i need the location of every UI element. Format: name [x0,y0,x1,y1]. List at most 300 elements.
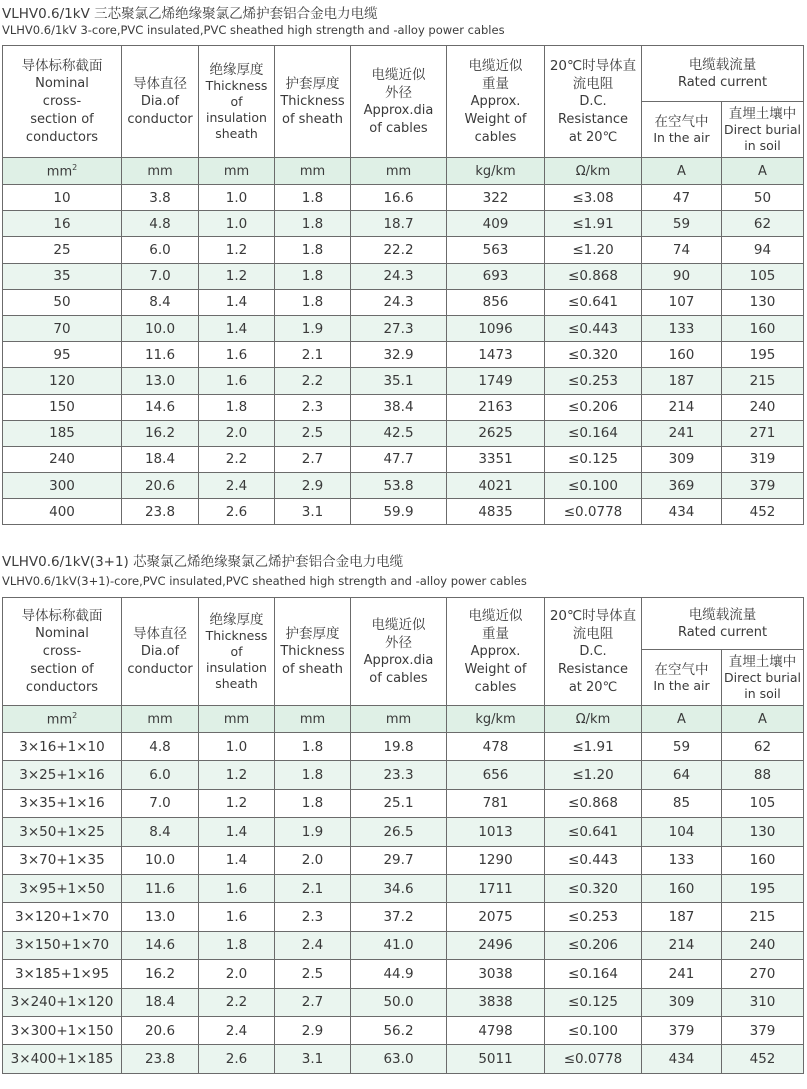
table-cell: ≤0.443 [545,846,642,874]
table-cell: 187 [642,368,722,394]
table-cell: 2.2 [275,368,351,394]
table-cell: ≤0.164 [545,960,642,988]
table-row [3,263,804,289]
table-cell: 656 [447,761,545,789]
table-cell: 88 [722,761,804,789]
table-cell: 59 [642,211,722,237]
table-cell: 2.6 [199,1045,275,1073]
header-insulation: 绝缘厚度 Thickness of insulation sheath [199,598,275,706]
table-cell: 3×16+1×10 [3,733,122,761]
table-cell: 434 [642,499,722,525]
table-cell: 105 [722,789,804,817]
table-cell: 59 [642,733,722,761]
header-in-air: 在空气中 In the air [642,102,722,158]
table-cell: 2.3 [275,394,351,420]
table-cell: 90 [642,263,722,289]
table-cell: 240 [722,394,804,420]
table-row [3,874,804,902]
table-cell: 29.7 [351,846,447,874]
table-cell: ≤0.100 [545,473,642,499]
table-row [3,289,804,315]
unit-cell: mm [351,706,447,733]
table-cell: 6.0 [122,761,199,789]
table-cell: ≤0.253 [545,368,642,394]
table-row [3,394,804,420]
table-row [3,342,804,368]
table-cell: 25 [3,237,122,263]
table-cell: 1.8 [275,789,351,817]
table-cell: 23.3 [351,761,447,789]
table-row [3,761,804,789]
table-row [3,1016,804,1044]
table-cell: 434 [642,1045,722,1073]
table-cell: 16 [3,211,122,237]
table-cell: ≤0.0778 [545,499,642,525]
table-cell: 2.9 [275,473,351,499]
unit-cell: $mm^2$ [3,158,122,185]
table-cell: 26.5 [351,818,447,846]
table-cell: 3×70+1×35 [3,846,122,874]
table-cell: 214 [642,931,722,959]
table-cell: 42.5 [351,420,447,446]
table-cell: 7.0 [122,263,199,289]
table-cell: 240 [722,931,804,959]
table2-title-en: VLHV0.6/1kV(3+1)-core,PVC insulated,PVC sheathed high strength and -alloy power cables [2,574,527,588]
table-cell: 1711 [447,874,545,902]
table-cell: 150 [3,394,122,420]
table-row [3,237,804,263]
table2-header-row-1 [3,598,804,650]
table-cell: 1.8 [275,263,351,289]
unit-cell: mm [275,706,351,733]
table-cell: 5011 [447,1045,545,1073]
table-cell: 379 [722,1016,804,1044]
table-cell: 781 [447,789,545,817]
unit-cell: A [642,706,722,733]
table-cell: 240 [3,446,122,472]
table-cell: ≤0.125 [545,446,642,472]
table-cell: 215 [722,903,804,931]
table-cell: 270 [722,960,804,988]
table-cell: 3×95+1×50 [3,874,122,902]
table-cell: 241 [642,960,722,988]
table-row [3,960,804,988]
table-cell: 160 [722,846,804,874]
table-cell: 53.8 [351,473,447,499]
table-cell: 1.8 [275,733,351,761]
table-cell: 34.6 [351,874,447,902]
table2-body [3,733,804,1074]
unit-cell: mm [199,158,275,185]
table-cell: 3×50+1×25 [3,818,122,846]
unit-cell: kg/km [447,158,545,185]
table-cell: 1.8 [275,237,351,263]
table-cell: ≤1.91 [545,211,642,237]
table-cell: 215 [722,368,804,394]
table-cell: 18.4 [122,446,199,472]
table-cell: 2.4 [199,473,275,499]
table-cell: 300 [3,473,122,499]
table-cell: 47.7 [351,446,447,472]
table-cell: 8.4 [122,818,199,846]
table-cell: 41.0 [351,931,447,959]
table-cell: 25.1 [351,789,447,817]
table-cell: 3.1 [275,499,351,525]
table-cell: 452 [722,1045,804,1073]
table-cell: ≤0.0778 [545,1045,642,1073]
table-cell: 1.9 [275,315,351,341]
table-cell: ≤0.320 [545,342,642,368]
table-cell: ≤0.206 [545,931,642,959]
table-cell: 1.9 [275,818,351,846]
table-cell: 7.0 [122,789,199,817]
table-cell: 2.4 [275,931,351,959]
table-cell: 3×240+1×120 [3,988,122,1016]
table-cell: 59.9 [351,499,447,525]
table-cell: 14.6 [122,394,199,420]
table-cell: 195 [722,874,804,902]
header-rated-current: 电缆载流量 Rated current [642,598,804,650]
table-cell: 104 [642,818,722,846]
header-outer-diameter: 电缆近似 外径 Approx.dia of cables [351,598,447,706]
table-row [3,1045,804,1073]
unit-cell: mm [122,706,199,733]
table2-unit-row [3,706,804,733]
table-cell: 856 [447,289,545,315]
table-cell: 24.3 [351,289,447,315]
table-row [3,368,804,394]
table-cell: 14.6 [122,931,199,959]
table-cell: ≤0.868 [545,789,642,817]
unit-cell: A [642,158,722,185]
table-cell: 2163 [447,394,545,420]
table-cell: 2.0 [275,846,351,874]
table2 [2,597,804,1074]
unit-cell: Ω/km [545,706,642,733]
table-cell: 2625 [447,420,545,446]
table-cell: 3×300+1×150 [3,1016,122,1044]
table-cell: 20.6 [122,473,199,499]
table-row [3,846,804,874]
table-cell: 2.4 [199,1016,275,1044]
table-row [3,315,804,341]
table-cell: 32.9 [351,342,447,368]
table-cell: 120 [3,368,122,394]
table-cell: ≤0.641 [545,289,642,315]
table-cell: 3×185+1×95 [3,960,122,988]
table-cell: 1.8 [275,211,351,237]
table-cell: 20.6 [122,1016,199,1044]
table-cell: 4798 [447,1016,545,1044]
table-cell: 1.4 [199,289,275,315]
table-cell: 1.2 [199,237,275,263]
header-in-soil: 直埋土壤中 Direct burial in soil [722,650,804,706]
table-cell: 693 [447,263,545,289]
table-cell: 369 [642,473,722,499]
table-row [3,473,804,499]
table-row [3,420,804,446]
table-cell: 1.8 [199,394,275,420]
table-cell: 1.0 [199,211,275,237]
table-cell: 4.8 [122,733,199,761]
table-cell: 478 [447,733,545,761]
table-cell: 319 [722,446,804,472]
table-cell: ≤0.253 [545,903,642,931]
header-sheath: 护套厚度 Thickness of sheath [275,598,351,706]
table-cell: ≤0.164 [545,420,642,446]
table-cell: 563 [447,237,545,263]
table-cell: 241 [642,420,722,446]
table-cell: 74 [642,237,722,263]
table-cell: 23.8 [122,499,199,525]
table-row [3,185,804,211]
table-cell: ≤1.20 [545,761,642,789]
table-cell: 2.1 [275,342,351,368]
table1 [2,45,804,525]
table-cell: 3.1 [275,1045,351,1073]
table-cell: 2.5 [275,420,351,446]
table-cell: 2.9 [275,1016,351,1044]
table-cell: 107 [642,289,722,315]
table-cell: 47 [642,185,722,211]
unit-cell: A [722,706,804,733]
table-cell: 10 [3,185,122,211]
table-cell: 13.0 [122,903,199,931]
table-cell: 3×120+1×70 [3,903,122,931]
table-cell: 18.4 [122,988,199,1016]
table-cell: 1.0 [199,733,275,761]
table-cell: ≤0.125 [545,988,642,1016]
table-cell: ≤1.20 [545,237,642,263]
table-cell: 2496 [447,931,545,959]
unit-cell: $mm^2$ [3,706,122,733]
table-cell: 4835 [447,499,545,525]
header-insulation: 绝缘厚度 Thickness of insulation sheath [199,46,275,158]
header-resistance: 20℃时导体直 流电阻 D.C. Resistance at 20℃ [545,46,642,158]
table-cell: 2.1 [275,874,351,902]
table-cell: 185 [3,420,122,446]
table-row [3,211,804,237]
table-cell: 10.0 [122,315,199,341]
table-cell: 63.0 [351,1045,447,1073]
table-cell: 1.4 [199,818,275,846]
table1-unit-row [3,158,804,185]
table-cell: 214 [642,394,722,420]
table-cell: 94 [722,237,804,263]
header-weight: 电缆近似 重量 Approx. Weight of cables [447,598,545,706]
header-diameter: 导体直径 Dia.of conductor [122,598,199,706]
table-cell: 2.2 [199,446,275,472]
table-cell: ≤0.641 [545,818,642,846]
table-cell: 3×35+1×16 [3,789,122,817]
table-cell: 400 [3,499,122,525]
header-in-air: 在空气中 In the air [642,650,722,706]
unit-cell: A [722,158,804,185]
table1-title-en: VLHV0.6/1kV 3-core,PVC insulated,PVC sheathed high strength and -alloy power cables [2,23,505,37]
table-cell: 2.5 [275,960,351,988]
unit-cell: Ω/km [545,158,642,185]
table-cell: 3×150+1×70 [3,931,122,959]
table-cell: 1.6 [199,368,275,394]
table-cell: 195 [722,342,804,368]
table-cell: 160 [722,315,804,341]
table-cell: 322 [447,185,545,211]
table-cell: 2.2 [199,988,275,1016]
table-cell: 1.8 [199,931,275,959]
table-cell: 1.6 [199,342,275,368]
table-cell: 2.7 [275,988,351,1016]
table-cell: 95 [3,342,122,368]
table-row [3,733,804,761]
table-cell: ≤0.868 [545,263,642,289]
table-cell: 70 [3,315,122,341]
table-cell: 1.2 [199,263,275,289]
table-cell: 452 [722,499,804,525]
table-cell: 50 [722,185,804,211]
table-cell: 64 [642,761,722,789]
table-cell: 23.8 [122,1045,199,1073]
table-cell: 22.2 [351,237,447,263]
table-cell: 379 [722,473,804,499]
table-row [3,818,804,846]
table-cell: 2.7 [275,446,351,472]
table-cell: 37.2 [351,903,447,931]
table-cell: 309 [642,988,722,1016]
table1-body [3,185,804,525]
header-rated-current: 电缆载流量 Rated current [642,46,804,102]
table-cell: 11.6 [122,342,199,368]
table-cell: 3×400+1×185 [3,1045,122,1073]
table-cell: ≤1.91 [545,733,642,761]
table2-title-cn: VLHV0.6/1kV(3+1) 芯聚氯乙烯绝缘聚氯乙烯护套铝合金电力电缆 [2,554,404,570]
table-cell: 35.1 [351,368,447,394]
table-cell: 1.8 [275,289,351,315]
table-cell: 6.0 [122,237,199,263]
table-cell: 1.4 [199,315,275,341]
table-cell: 3038 [447,960,545,988]
table-cell: 160 [642,874,722,902]
table-cell: 38.4 [351,394,447,420]
header-diameter: 导体直径 Dia.of conductor [122,46,199,158]
header-sheath: 护套厚度 Thickness of sheath [275,46,351,158]
table-row [3,903,804,931]
table-cell: 4.8 [122,211,199,237]
table-cell: 187 [642,903,722,931]
header-section: 导体标称截面 Nominal cross- section of conductors [3,46,122,158]
table-cell: 1013 [447,818,545,846]
table-cell: 1.0 [199,185,275,211]
unit-cell: mm [199,706,275,733]
table-cell: 3.8 [122,185,199,211]
table-cell: 4021 [447,473,545,499]
table-cell: 1.2 [199,761,275,789]
header-resistance: 20℃时导体直 流电阻 D.C. Resistance at 20℃ [545,598,642,706]
table-cell: 24.3 [351,263,447,289]
table1-header-row-1 [3,46,804,102]
table-cell: 409 [447,211,545,237]
table-row [3,446,804,472]
table-cell: 50 [3,289,122,315]
table-cell: 1.6 [199,903,275,931]
table-cell: 27.3 [351,315,447,341]
unit-cell: mm [275,158,351,185]
table-cell: 133 [642,315,722,341]
table-cell: 16.6 [351,185,447,211]
table-cell: ≤0.206 [545,394,642,420]
table-cell: 85 [642,789,722,817]
table-cell: 50.0 [351,988,447,1016]
table-cell: 1.8 [275,185,351,211]
table-cell: ≤0.320 [545,874,642,902]
table-cell: 309 [642,446,722,472]
table-cell: 3351 [447,446,545,472]
table-cell: 8.4 [122,289,199,315]
table-cell: 16.2 [122,420,199,446]
table-row [3,988,804,1016]
table-cell: 2.0 [199,420,275,446]
table-cell: 1.4 [199,846,275,874]
table-cell: 3×25+1×16 [3,761,122,789]
table-cell: 35 [3,263,122,289]
table-cell: 105 [722,263,804,289]
header-in-soil: 直埋土壤中 Direct burial in soil [722,102,804,158]
table-cell: 1.8 [275,761,351,789]
table-row [3,789,804,817]
table-cell: 13.0 [122,368,199,394]
header-weight: 电缆近似 重量 Approx. Weight of cables [447,46,545,158]
header-outer-diameter: 电缆近似 外径 Approx.dia of cables [351,46,447,158]
table-cell: 1096 [447,315,545,341]
table-cell: 1749 [447,368,545,394]
table-cell: 16.2 [122,960,199,988]
table-cell: 10.0 [122,846,199,874]
table1-title-cn: VLHV0.6/1kV 三芯聚氯乙烯绝缘聚氯乙烯护套铝合金电力电缆 [2,6,378,22]
table-cell: 1473 [447,342,545,368]
table-cell: 2075 [447,903,545,931]
table-cell: 19.8 [351,733,447,761]
table-row [3,499,804,525]
header-section: 导体标称截面 Nominal cross- section of conductors [3,598,122,706]
table-cell: 379 [642,1016,722,1044]
table-cell: 62 [722,733,804,761]
table-cell: 271 [722,420,804,446]
table-row [3,931,804,959]
unit-cell: mm [122,158,199,185]
table-cell: 11.6 [122,874,199,902]
table-cell: ≤3.08 [545,185,642,211]
table-cell: 62 [722,211,804,237]
table-cell: 56.2 [351,1016,447,1044]
table-cell: 2.0 [199,960,275,988]
table-cell: 44.9 [351,960,447,988]
table-cell: 1.2 [199,789,275,817]
table-cell: 18.7 [351,211,447,237]
table-cell: 130 [722,289,804,315]
unit-cell: kg/km [447,706,545,733]
table-cell: 160 [642,342,722,368]
table-cell: 130 [722,818,804,846]
table-cell: 133 [642,846,722,874]
unit-cell: mm [351,158,447,185]
table-cell: ≤0.100 [545,1016,642,1044]
table-cell: 310 [722,988,804,1016]
table-cell: 1.6 [199,874,275,902]
table-cell: 1290 [447,846,545,874]
table-cell: ≤0.443 [545,315,642,341]
table-cell: 2.6 [199,499,275,525]
table-cell: 3838 [447,988,545,1016]
table-cell: 2.3 [275,903,351,931]
